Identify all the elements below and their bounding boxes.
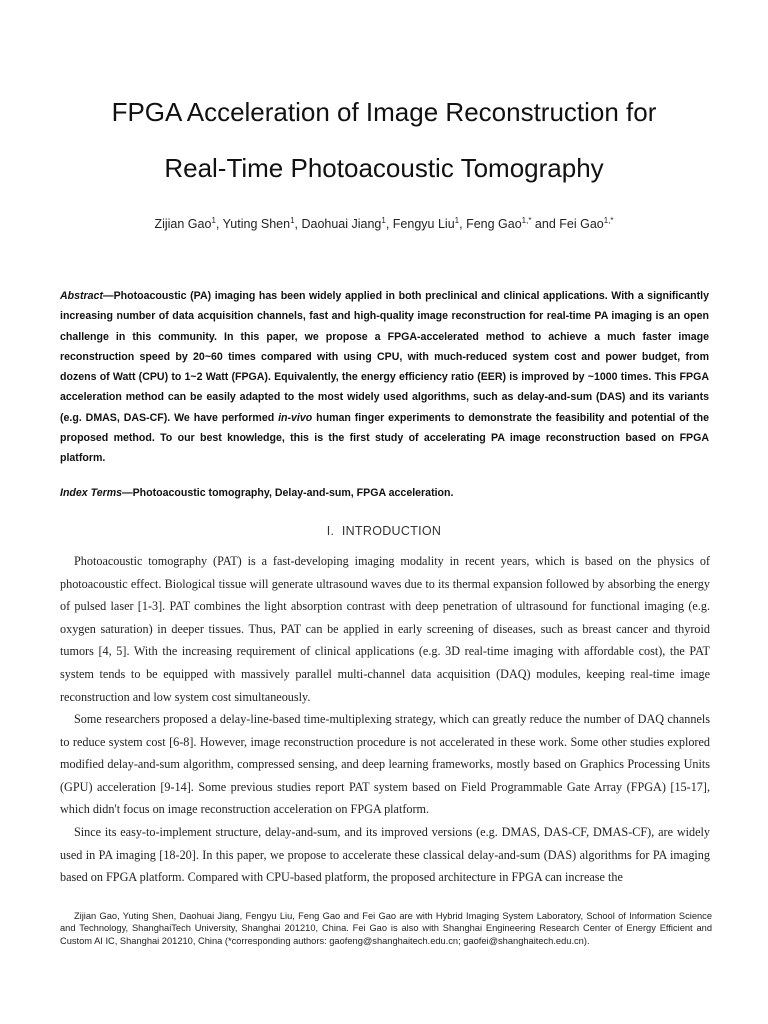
section-heading-introduction <box>40 524 728 538</box>
abstract-dash: — <box>102 290 114 302</box>
index-terms-label: Index Terms <box>60 487 123 499</box>
author-name: Fengyu Liu <box>392 217 455 232</box>
title-line-1: FPGA Acceleration of Image Reconstruction for <box>111 97 657 127</box>
abstract-text: Photoacoustic (PA) imaging has been widely applied in both preclinical and clinical applications. With a significantly increasing number of data acquisition channels, fast and high-quality image reconstruction for real-time PA imaging is an open challenge in this community. In this paper, we propose a FPGA-accelerated method to achieve a much faster image reconstruction speed by 20~60 times compared with using CPU, with much-reduced system cost and power budget, from dozens of Watt (CPU) to 1~2 Watt (FPGA). Equivalently, the energy efficiency ratio (EER) is improved by ~1000 times. This FPGA acceleration method can be easily adapted to the most widely used algorithms, such as delay-and-sum (DAS) and its variants (e.g. DMAS, DAS-CF). We have performed <box>60 290 709 424</box>
intro-paragraph-1: Photoacoustic tomography (PAT) is a fast-developing imaging modality in recent years, which is based on the physics of photoacoustic effect. Biological tissue will generate ultrasound waves due to its thermal expansion followed by absorbing the energy of pulsed laser [1-3]. PAT combines the light absorption contrast with deep penetration of ultrasound for functional imaging (e.g. oxygen saturation) in deeper tissues. Thus, PAT can be applied in early screening of diseases, such as breast cancer and thyroid tumors [4, 5]. With the increasing requirement of clinical applications (e.g. 3D real-time imaging with affordable cost), the PAT system tends to be equipped with massively parallel multi-channel data acquisition (DAQ) modules, keeping real-time image reconstruction and low system cost simultaneously. <box>60 554 710 704</box>
author-name: Yuting Shen <box>222 217 291 232</box>
affiliation-footnote: Zijian Gao, Yuting Shen, Daohuai Jiang, Fengyu Liu, Feng Gao and Fei Gao are with Hybrid Imaging System Laboratory, School of Information Science and Technology, ShanghaiTech University, Shanghai 201210, China. Fei Gao is also with Shanghai Engineering Research Center of Energy Efficient and Custom AI IC, Shanghai 201210, China (*corresponding authors: gaofeng@shanghaitech.edu.cn; gaofei@shanghaitech.edu.cn). <box>60 911 712 946</box>
section-number: I. <box>326 524 335 538</box>
title-line-2: Real-Time Photoacoustic Tomography <box>164 153 604 183</box>
author-affiliation: 1 <box>381 216 386 225</box>
author-name: Daohuai Jiang <box>301 217 382 232</box>
author-separator: , <box>385 217 393 232</box>
author-separator: , <box>215 217 223 232</box>
index-terms-text: Photoacoustic tomography, Delay-and-sum, FPGA acceleration. <box>132 487 454 499</box>
author-affiliation: 1 <box>211 216 216 225</box>
author-name: Fei Gao <box>559 217 604 232</box>
intro-paragraph-2: Some researchers proposed a delay-line-based time-multiplexing strategy, which can greatly reduce the number of DAQ channels to reduce system cost [6-8]. However, image reconstruction procedure is not accelerated in these work. Some other studies explored modified delay-and-sum algorithm, compressed sensing, and deep learning frameworks, mostly based on Graphics Processing Units (GPU) acceleration [9-14]. Some previous studies report PAT system based on Field Programmable Gate Array (FPGA) [15-17], which didn't focus on image reconstruction acceleration on FPGA platform. <box>60 712 710 817</box>
section-title: INTRODUCTION <box>341 524 442 538</box>
abstract-italic-term: in-vivo <box>278 411 313 424</box>
intro-paragraph-3: Since its easy-to-implement structure, delay-and-sum, and its improved versions (e.g. DMAS, DAS-CF, DMAS-CF), are widely used in PA imaging [18-20]. In this paper, we propose to accelerate these classical delay-and-sum (DAS) algorithms for PA imaging based on FPGA platform. Compared with CPU-based platform, the proposed architecture in FPGA can increase the <box>60 825 710 885</box>
abstract <box>60 286 709 469</box>
paper-title <box>40 84 728 196</box>
author-list <box>40 216 728 231</box>
index-terms-dash: — <box>122 487 133 499</box>
author-affiliation: 1,* <box>603 216 614 225</box>
author-affiliation: 1 <box>290 216 295 225</box>
author-name: Feng Gao <box>466 217 522 232</box>
abstract-label: Abstract <box>60 290 103 302</box>
index-terms <box>60 487 709 499</box>
author-separator: and <box>531 217 560 232</box>
author-name: Zijian Gao <box>154 217 212 232</box>
author-affiliation: 1 <box>454 216 460 225</box>
author-separator: , <box>294 217 302 232</box>
author-affiliation: 1,* <box>521 216 532 225</box>
abstract-text-end: human finger experiments to demonstrate the feasibility and potential of the proposed method. To our best knowledge, this is the first study of accelerating PA image reconstruction based on FPGA platform. <box>60 411 709 465</box>
author-separator: , <box>459 217 467 232</box>
